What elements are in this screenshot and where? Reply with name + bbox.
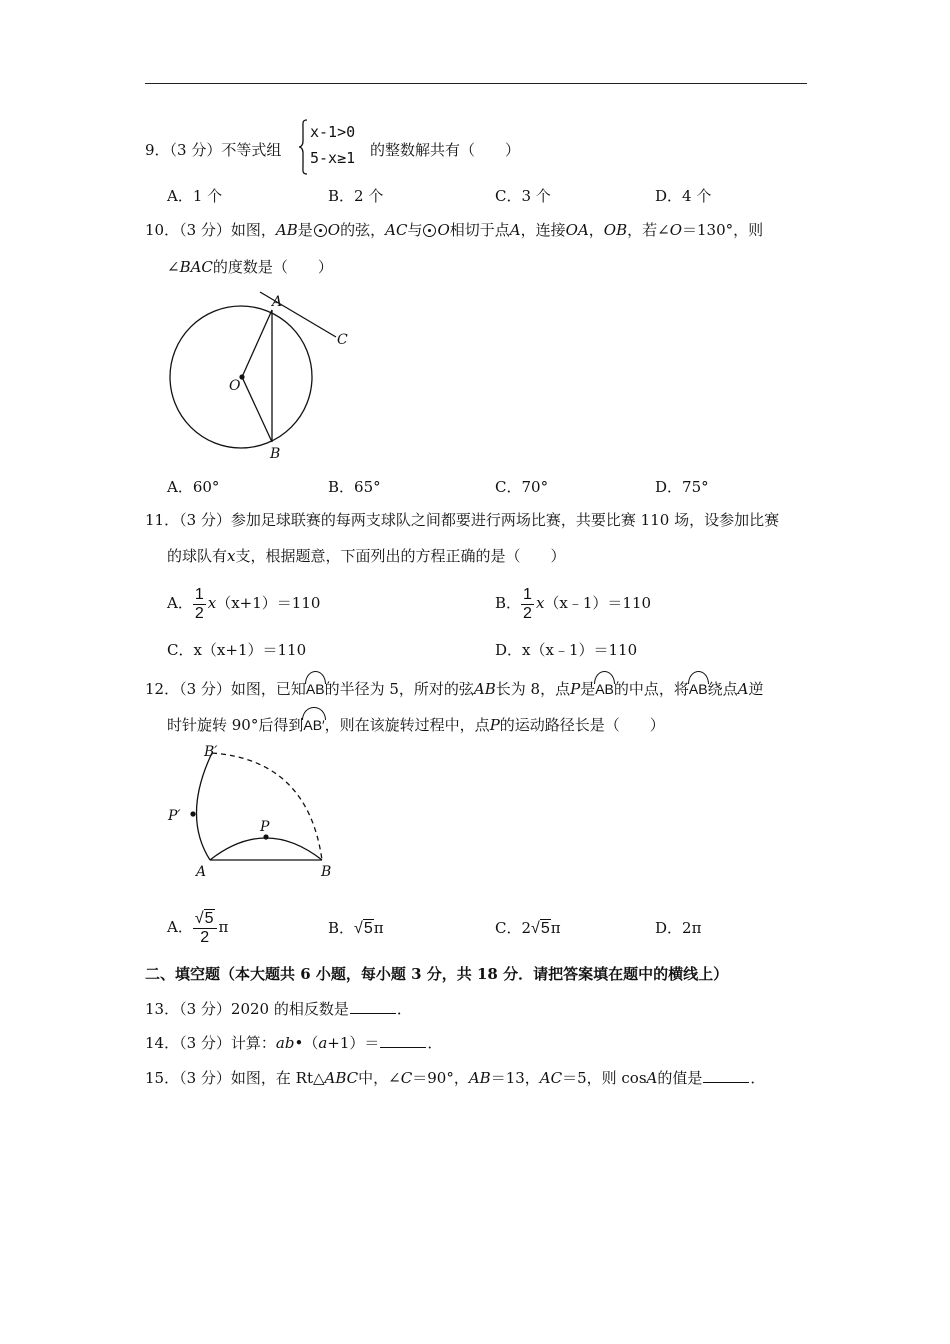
question-text: 的中点，将: [613, 680, 689, 698]
var-abc: ABC: [324, 1069, 359, 1087]
brace-icon: [298, 119, 308, 175]
answer-blank[interactable]: [380, 1033, 426, 1048]
var-ob: OB: [603, 221, 628, 239]
question-text: 的整数解共有（ ）: [370, 141, 521, 159]
inequality-system: [298, 119, 370, 175]
question-text: 的值是: [657, 1069, 703, 1087]
arc-ab-prime: AB′: [303, 712, 324, 735]
var-ab: AB: [468, 1069, 491, 1087]
var-p: P: [489, 716, 500, 734]
fraction-half: [193, 586, 206, 623]
question-number: 10．: [145, 221, 180, 239]
sqrt-sign: √5: [531, 920, 550, 937]
question-text: 的弦，: [340, 221, 386, 239]
question-score: （3 分）: [179, 511, 231, 529]
question-text: 的半径为 5，所对的弦: [324, 680, 474, 698]
var-x: x: [207, 594, 217, 612]
question-12-line2: [167, 712, 665, 735]
question-14: [145, 1033, 442, 1053]
var-a: A: [509, 221, 521, 239]
question-text: 中，∠: [358, 1069, 401, 1087]
q9-option-a[interactable]: A．1 个: [167, 187, 223, 205]
header-rule: [145, 83, 807, 84]
question-number: 13．: [145, 1000, 180, 1018]
question-text: 2020 的相反数是: [230, 1000, 349, 1018]
var-a: a: [318, 1034, 328, 1052]
var-c: C: [400, 1069, 413, 1087]
var-p: P: [570, 680, 581, 698]
label-c: C: [337, 332, 348, 348]
option-label: C．2: [495, 919, 532, 937]
q12-option-b[interactable]: [328, 918, 384, 939]
figure-q12: [160, 738, 360, 883]
q9-option-c[interactable]: C．3 个: [495, 187, 551, 205]
question-text: 支，根据题意，下面列出的方程正确的是（ ）: [235, 547, 566, 565]
question-score: （3 分）: [179, 221, 231, 239]
sqrt-sign: √5: [194, 909, 214, 927]
var-ab: AB: [473, 680, 496, 698]
var-oa: OA: [565, 221, 589, 239]
var-o: O: [437, 221, 450, 239]
var-a: A: [737, 680, 749, 698]
pi-symbol: π: [218, 918, 229, 936]
option-expression: （x﹣1）＝110: [544, 594, 652, 612]
fraction-sqrt5-over-2: [193, 910, 217, 947]
label-p: P: [260, 819, 270, 835]
option-expression: （x+1）＝110: [216, 594, 321, 612]
question-text: 时针旋转 90°后得到: [167, 716, 304, 734]
var-o: O: [669, 221, 683, 239]
question-text: 是: [580, 680, 596, 698]
question-text: 的球队有: [167, 547, 228, 565]
question-11-line2: [167, 546, 566, 566]
question-number: 12．: [145, 680, 180, 698]
label-b: B: [321, 864, 332, 880]
pi-symbol: π: [550, 919, 561, 937]
arc-ab: AB: [306, 676, 325, 699]
question-text: +1）＝: [327, 1034, 380, 1052]
label-b: B: [270, 446, 281, 462]
question-text: 相切于点: [449, 221, 510, 239]
label-b-prime: B′: [204, 744, 218, 760]
q11-option-b[interactable]: [495, 583, 651, 623]
radicand: 5: [363, 920, 373, 937]
question-score: （3 分）: [179, 680, 231, 698]
question-number: 15．: [145, 1069, 180, 1087]
radicand: 5: [540, 920, 550, 937]
label-o: O: [229, 378, 241, 394]
question-number: 9．: [145, 141, 170, 159]
radicand: 5: [204, 909, 214, 927]
question-text: 参加足球联赛的每两支球队之间都要进行两场比赛，共要比赛 110 场，设参加比赛: [230, 511, 780, 529]
question-text: ＝5，则 cos: [562, 1069, 647, 1087]
arc-ab-prime-shape: [196, 753, 212, 860]
question-12: [145, 676, 763, 699]
circle-dot-icon: [314, 224, 327, 237]
question-10: [145, 220, 763, 240]
numerator: 1: [523, 585, 532, 603]
question-text: ，则在该旋转过程中，点: [324, 716, 490, 734]
figure-q10: [160, 285, 360, 465]
denominator: 2: [523, 604, 532, 622]
radius-ob: [242, 377, 272, 442]
inequality-1: x-1>0: [310, 123, 356, 141]
var-o: O: [327, 221, 341, 239]
inequality-2: 5-x≥1: [310, 149, 356, 167]
var-ab: AB: [275, 221, 298, 239]
question-text: •（: [294, 1034, 319, 1052]
question-text: 如图，已知: [230, 680, 306, 698]
question-text: 是: [297, 221, 313, 239]
question-13: [145, 999, 412, 1019]
option-label: A．: [167, 918, 193, 936]
answer-blank[interactable]: [703, 1068, 749, 1083]
question-text: ∠: [167, 258, 180, 276]
question-text: 长为 8，点: [495, 680, 571, 698]
radius-oa: [242, 310, 272, 377]
question-text: ，若∠: [627, 221, 670, 239]
var-x: x: [227, 547, 236, 565]
question-text: 如图，在 Rt△: [230, 1069, 325, 1087]
q11-option-d[interactable]: D．x（x﹣1）＝110: [495, 641, 638, 659]
var-ac: AC: [539, 1069, 563, 1087]
q12-option-d[interactable]: D．2π: [655, 919, 702, 937]
point-p-prime: [190, 811, 195, 816]
var-ac: AC: [385, 221, 408, 239]
arc-ab: AB: [689, 676, 708, 699]
question-15: [145, 1068, 765, 1088]
question-score: （3 分）: [179, 1034, 231, 1052]
var-x: x: [535, 594, 545, 612]
question-11: [145, 510, 779, 530]
point-p: [263, 834, 268, 839]
q9-option-d[interactable]: D．4 个: [655, 187, 712, 205]
fraction-half: [521, 586, 534, 623]
question-text: ，: [588, 221, 604, 239]
rotation-path: [212, 753, 322, 860]
numerator: 1: [194, 585, 204, 603]
q11-option-a[interactable]: [167, 583, 320, 623]
question-score: （3 分）: [169, 141, 222, 159]
question-text: ．: [427, 1034, 443, 1052]
arc-ab: AB: [595, 676, 614, 699]
question-text: 的运动路径长是（ ）: [499, 716, 665, 734]
var-bac: BAC: [179, 258, 213, 276]
question-10-line2: [167, 257, 333, 277]
question-text: 逆: [748, 680, 764, 698]
question-text: ，连接: [520, 221, 566, 239]
q12-option-a[interactable]: [167, 907, 228, 947]
q12-option-c[interactable]: [495, 918, 561, 939]
label-a: A: [196, 864, 207, 880]
option-label: A．: [167, 594, 193, 612]
question-text: ＝130°，则: [682, 221, 764, 239]
var-a: A: [646, 1069, 658, 1087]
question-text: 的度数是（ ）: [212, 258, 333, 276]
question-text: 如图，: [230, 221, 276, 239]
question-text: 计算：: [230, 1034, 276, 1052]
question-score: （3 分）: [179, 1069, 231, 1087]
q10-option-c[interactable]: C．70°: [495, 478, 549, 496]
section-heading: 二、填空题（本大题共 6 小题，每小题 3 分，共 18 分．请把答案填在题中的横线上）: [145, 965, 729, 983]
option-label: B．: [328, 919, 355, 937]
var-ab: ab: [275, 1034, 295, 1052]
sqrt-sign: √5: [354, 920, 373, 937]
question-number: 11．: [145, 511, 180, 529]
question-9-tail: [370, 140, 520, 160]
label-p-prime: P′: [168, 808, 181, 824]
numerator: [193, 910, 217, 929]
q11-option-c[interactable]: C．x（x+1）＝110: [167, 641, 307, 659]
denominator: 2: [194, 604, 204, 622]
question-text: ．: [396, 1000, 412, 1018]
q10-option-d[interactable]: D．75°: [655, 478, 709, 496]
answer-blank[interactable]: [350, 999, 396, 1014]
question-text: 绕点: [707, 680, 738, 698]
q10-option-b[interactable]: B．65°: [328, 478, 381, 496]
question-text: ．: [750, 1069, 766, 1087]
arc-ab-shape: [210, 838, 322, 860]
q9-option-b[interactable]: B．2 个: [328, 187, 384, 205]
question-score: （3 分）: [179, 1000, 231, 1018]
q10-option-a[interactable]: A．60°: [167, 478, 220, 496]
pi-symbol: π: [373, 919, 384, 937]
question-text: 与: [407, 221, 423, 239]
question-number: 14．: [145, 1034, 180, 1052]
question-text: 不等式组: [221, 141, 282, 159]
option-label: B．: [495, 594, 522, 612]
circle-dot-icon: [423, 224, 436, 237]
question-text: ＝13，: [490, 1069, 540, 1087]
question-text: ＝90°，: [412, 1069, 469, 1087]
denominator: 2: [200, 928, 210, 946]
label-a: A: [272, 294, 283, 310]
question-9: [145, 140, 281, 160]
